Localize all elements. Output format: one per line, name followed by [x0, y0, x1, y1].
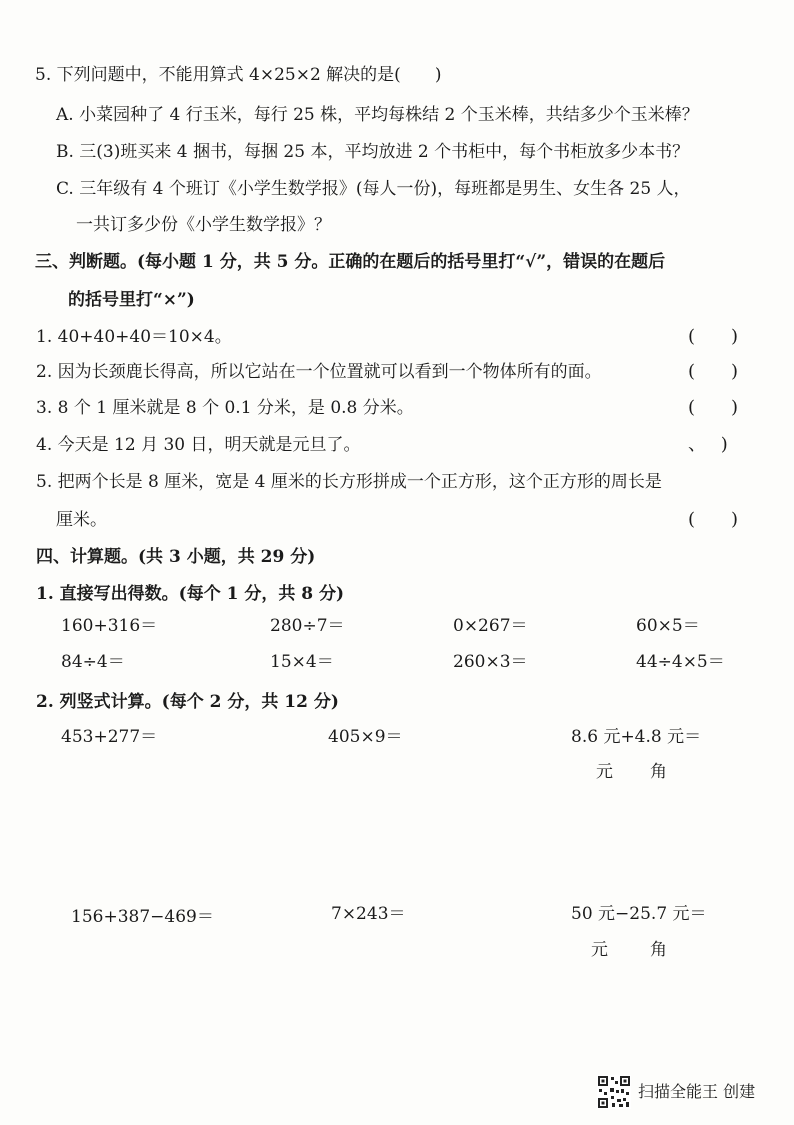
- section3-title: 三、判断题。(每小题 1 分，共 5 分。正确的在题后的括号里打“√”，错误的在题后: [35, 252, 666, 272]
- oral-calc-7: 260×3＝: [453, 652, 528, 672]
- section4-title: 四、计算题。(共 3 小题，共 29 分): [36, 547, 316, 567]
- section4-part2-title: 2. 列竖式计算。(每个 2 分，共 12 分): [36, 692, 339, 712]
- judge-item-4: 4. 今天是 12 月 30 日，明天就是元旦了。: [36, 435, 361, 455]
- unit-yuan-1: 元: [596, 762, 613, 782]
- oral-calc-2: 280÷7＝: [270, 616, 345, 636]
- q5-option-c-line2: 一共订多少份《小学生数学报》？: [76, 215, 331, 235]
- judge-item-5-cont: 厘米。: [56, 510, 107, 530]
- answer-bracket-2[interactable]: ( ): [688, 361, 739, 382]
- unit-jiao-1: 角: [650, 762, 667, 782]
- section4-part1-title: 1. 直接写出得数。(每个 1 分，共 8 分): [36, 584, 345, 604]
- unit-yuan-2: 元: [591, 940, 608, 960]
- answer-bracket-3[interactable]: ( ): [688, 397, 739, 418]
- vertical-calc-1: 453+277＝: [61, 727, 158, 747]
- q5-option-c-line1: C. 三年级有 4 个班订《小学生数学报》(每人一份)，每班都是男生、女生各 25 人，: [56, 179, 691, 199]
- vertical-calc-2: 405×9＝: [328, 727, 403, 747]
- vertical-calc-4: 156+387−469＝: [71, 907, 214, 927]
- oral-calc-4: 60×5＝: [636, 616, 700, 636]
- q5-option-b: B. 三(3)班买来 4 捆书，每捆 25 本，平均放进 2 个书柜中，每个书柜放多少本书？: [56, 142, 690, 162]
- q5-stem: 5. 下列问题中，不能用算式 4×25×2 解决的是( ): [35, 65, 442, 85]
- oral-calc-8: 44÷4×5＝: [636, 652, 725, 672]
- q5-option-a: A. 小菜园种了 4 行玉米，每行 25 株，平均每株结 2 个玉米棒，共结多少个玉米棒？: [56, 105, 699, 125]
- answer-bracket-1[interactable]: ( ): [688, 326, 739, 347]
- judge-item-5: 5. 把两个长是 8 厘米，宽是 4 厘米的长方形拼成一个正方形，这个正方形的周长是: [36, 472, 662, 492]
- qr-code-icon: [597, 1075, 631, 1109]
- judge-item-1: 1. 40+40+40＝10×4。: [36, 327, 232, 347]
- unit-jiao-2: 角: [650, 940, 667, 960]
- vertical-calc-5: 7×243＝: [331, 904, 406, 924]
- oral-calc-5: 84÷4＝: [61, 652, 125, 672]
- answer-bracket-5[interactable]: ( ): [688, 509, 739, 530]
- vertical-calc-3: 8.6 元+4.8 元＝: [571, 727, 702, 747]
- scanner-watermark: 扫描全能王 创建: [638, 1082, 756, 1101]
- oral-calc-6: 15×4＝: [270, 652, 334, 672]
- vertical-calc-6: 50 元−25.7 元＝: [571, 904, 707, 924]
- section3-title-cont: 的括号里打“×”): [68, 290, 195, 310]
- oral-calc-1: 160+316＝: [61, 616, 158, 636]
- oral-calc-3: 0×267＝: [453, 616, 528, 636]
- judge-item-2: 2. 因为长颈鹿长得高，所以它站在一个位置就可以看到一个物体所有的面。: [36, 362, 602, 382]
- judge-item-3: 3. 8 个 1 厘米就是 8 个 0.1 分米，是 0.8 分米。: [36, 398, 414, 418]
- answer-bracket-4[interactable]: 、 ): [688, 434, 728, 455]
